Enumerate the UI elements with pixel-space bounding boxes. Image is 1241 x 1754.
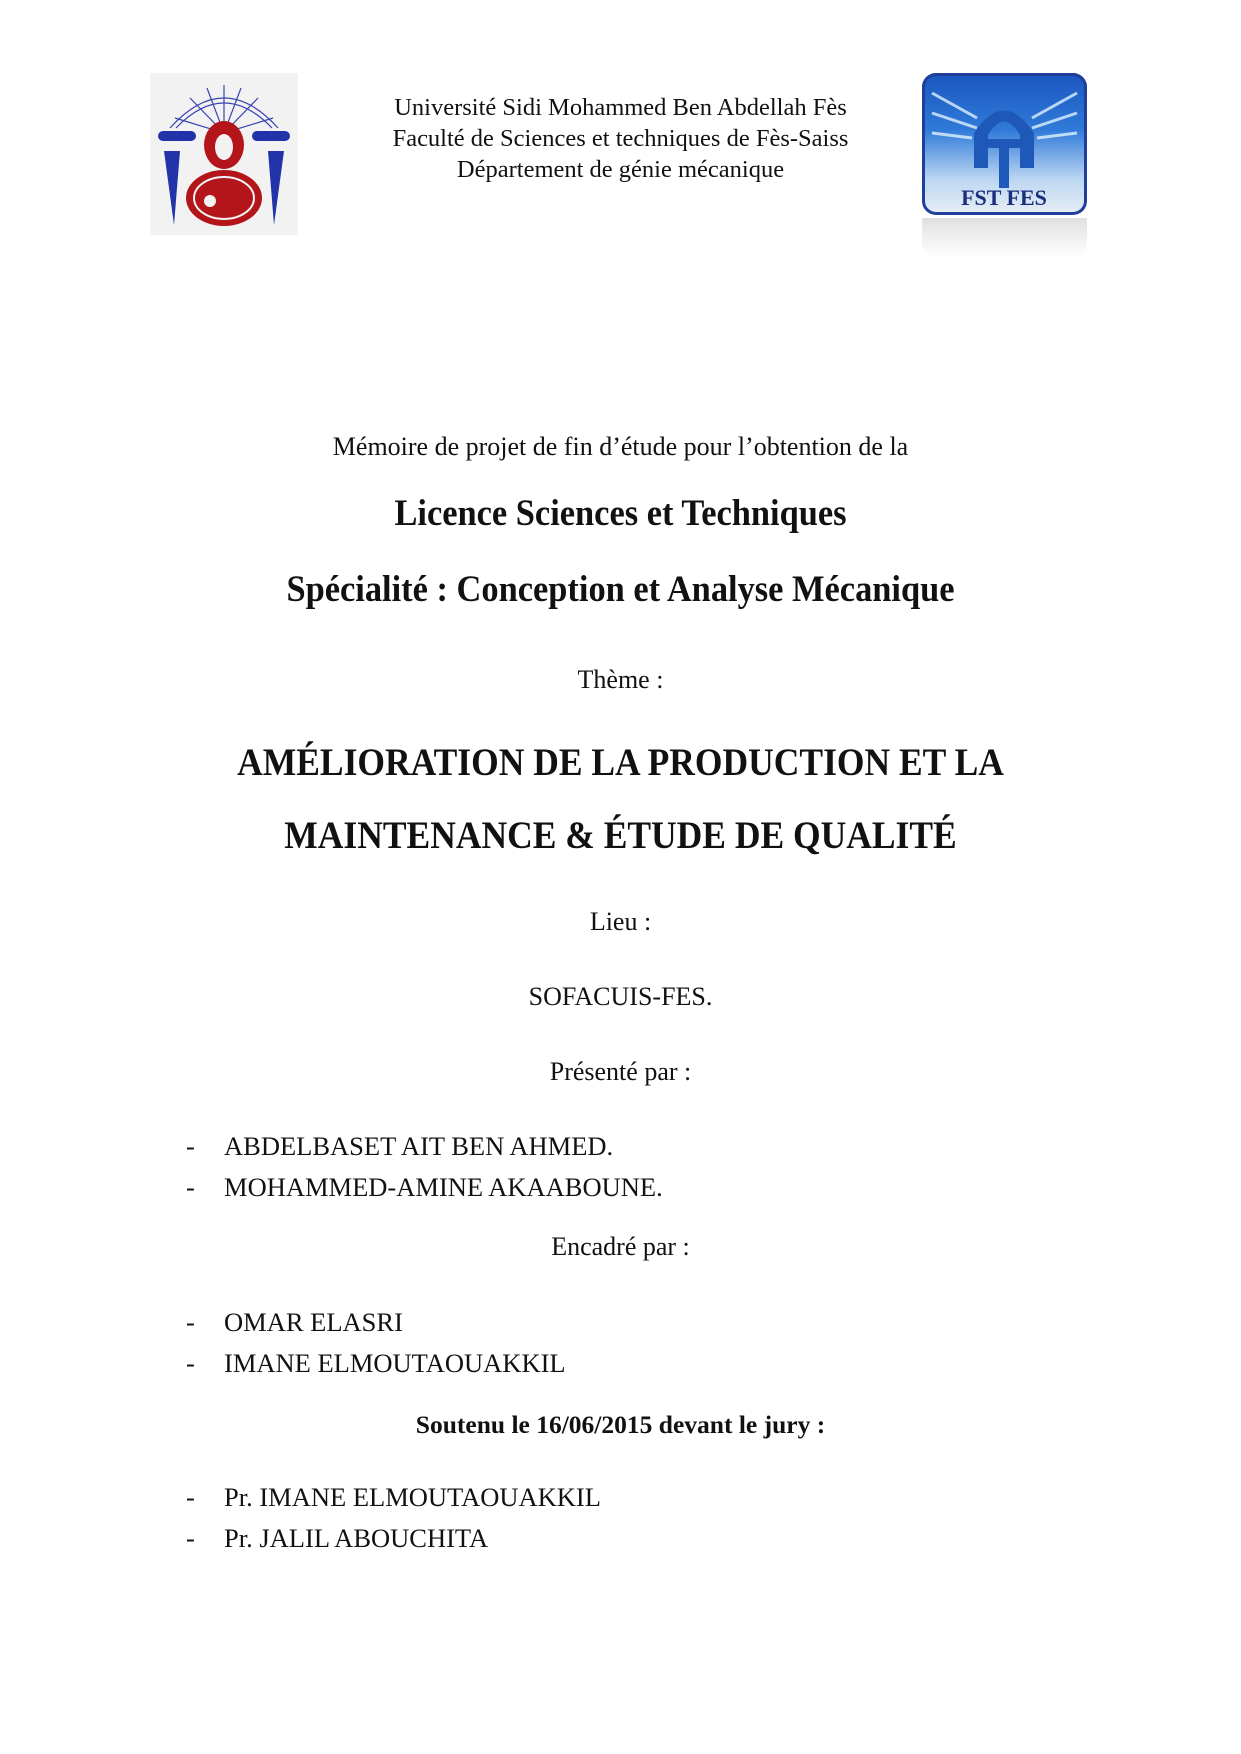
jury-item: [186, 1523, 488, 1554]
supervisor-name: OMAR ELASRI: [224, 1307, 403, 1337]
place-label: Lieu :: [589, 907, 652, 936]
defense-label: Soutenu le 16/06/2015 devant le jury :: [415, 1410, 826, 1439]
supervisor-name: IMANE ELMOUTAOUAKKIL: [224, 1348, 566, 1378]
presenter-item: [186, 1172, 663, 1203]
jury-item: [186, 1482, 601, 1513]
bullet: -: [186, 1307, 195, 1337]
presenter-item: [186, 1131, 613, 1162]
bullet: -: [186, 1482, 195, 1512]
presenter-name: ABDELBASET AIT BEN AHMED.: [224, 1131, 614, 1161]
presented-label: Présenté par :: [549, 1057, 692, 1086]
logo-reflection: [922, 218, 1087, 258]
jury-member: Pr. IMANE ELMOUTAOUAKKIL: [224, 1482, 601, 1512]
bullet: -: [186, 1348, 195, 1378]
specialty-title: Spécialité : Conception et Analyse Mécanique: [286, 569, 955, 610]
university-name: Université Sidi Mohammed Ben Abdellah Fès: [394, 94, 847, 121]
bullet: -: [186, 1523, 195, 1553]
bullet: -: [186, 1172, 195, 1202]
theme-label: Thème :: [577, 665, 664, 694]
presenter-name: MOHAMMED-AMINE AKAABOUNE.: [224, 1172, 663, 1202]
fst-fes-text: FST FES: [961, 185, 1047, 210]
bullet: -: [186, 1131, 195, 1161]
degree-title: Licence Sciences et Techniques: [394, 493, 847, 534]
faculty-name: Faculté de Sciences et techniques de Fès-Saiss: [392, 125, 849, 152]
jury-member: Pr. JALIL ABOUCHITA: [224, 1523, 489, 1553]
fst-fes-logo-icon: [922, 73, 1087, 215]
supervised-label: Encadré par :: [551, 1232, 690, 1261]
supervisor-item: [186, 1348, 566, 1379]
department-name: Département de génie mécanique: [456, 156, 785, 183]
place-value: SOFACUIS-FES.: [528, 982, 713, 1011]
theme-line-2: MAINTENANCE & ÉTUDE DE QUALITÉ: [284, 814, 957, 857]
supervisor-item: [186, 1307, 403, 1338]
intro-text: Mémoire de projet de fin d’étude pour l’obtention de la: [332, 432, 909, 461]
theme-line-1: AMÉLIORATION DE LA PRODUCTION ET LA: [237, 741, 1004, 784]
